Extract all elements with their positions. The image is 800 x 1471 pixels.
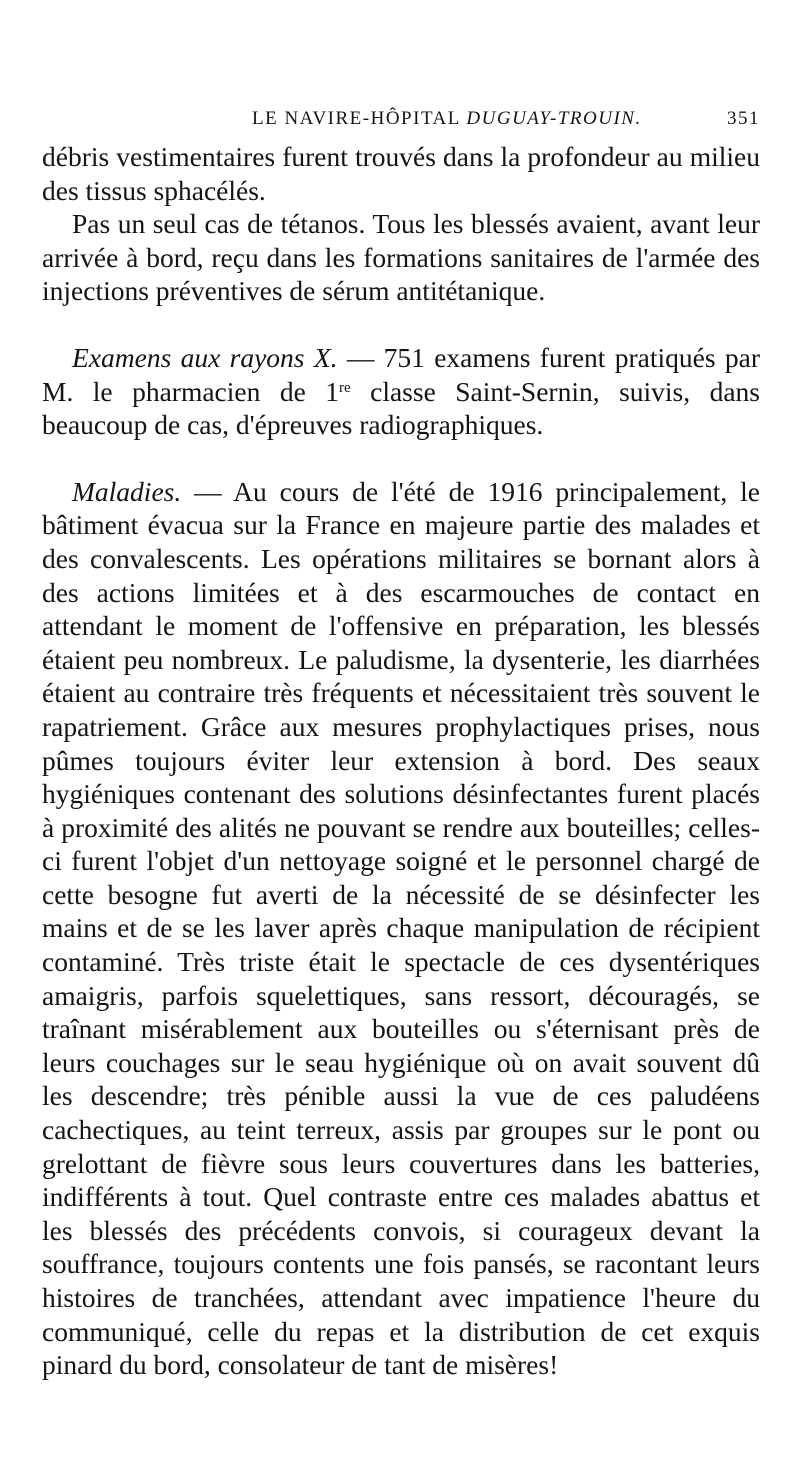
- paragraph-lead-rayons-x: Examens aux rayons X.: [72, 341, 338, 373]
- paragraph-lead-maladies: Maladies.: [72, 475, 182, 507]
- paragraph-maladies-text: — Au cours de l'été de 1916 principalement, le bâtiment évacua sur la France en majeure partie des malades et des convalescents. Les opérations militaires se bornant alors à des actions limitées et à des escarmouches de contact en attendant le moment de l'offensive en préparation, les blessés étaient peu nombreux. Le paludisme, la dysenterie, les diarrhées étaient au contraire très fréquents et nécessitaient très souvent le rapatriement. Grâce aux mesures prophylactiques prises, nous pûmes toujours éviter leur extension à bord. Des seaux hygiéniques contenant des solutions désinfectantes furent placés à proximité des alités ne pouvant se rendre aux bouteilles; celles-ci furent l'objet d'un nettoyage soigné et le personnel chargé de cette besogne fut averti de la nécessité de se désinfecter les mains et de se les laver après chaque manipulation de récipient contaminé. Très triste était le spectacle de ces dysentériques amaigris, parfois squelettiques, sans ressort, découragés, se traînant misérablement aux bouteilles ou s'éternisant près de leurs couchages sur le seau hygiénique où on avait souvent dû les descendre; très pénible aussi la vue de ces paludéens cachectiques, au teint terreux, assis par groupes sur le pont ou grelottant de fièvre sous leurs couvertures dans les batteries, indifférents à tout. Quel contraste entre ces malades abattus et les blessés des précédents convois, si courageux devant la souffrance, toujours contents une fois pansés, se racontant leurs histoires de tranchées, attendant avec impatience l'heure du communiqué, celle du repas et la distribution de cet exquis pinard du bord, consolateur de tant de misères!: [42, 475, 760, 1381]
- running-title-roman: LE NAVIRE-HÔPITAL: [252, 108, 467, 129]
- paragraph-tetanos: Pas un seul cas de tétanos. Tous les blessés avaient, avant leur arrivée à bord, reçu dans les formations sanitaires de l'armée des injections préventives de sérum antitétanique.: [42, 208, 760, 307]
- paragraph-continuation: débris vestimentaires furent trouvés dans la profondeur au milieu des tissus sphacélés.: [42, 141, 760, 206]
- running-title: [252, 108, 642, 130]
- running-title-italic: DUGUAY-TROUIN.: [466, 108, 642, 129]
- paragraph-rayons-x: [42, 341, 760, 442]
- body-text: [42, 140, 760, 1382]
- page-number: 351: [727, 108, 760, 129]
- paragraph-rayons-x-text-2: classe Saint-Sernin, suivis, dans beaucoup de cas, d'épreuves radiographiques.: [42, 375, 760, 441]
- paragraph-rayons-x-text-1: — 751 examens furent pratiqués par M. le pharmacien de 1: [42, 341, 760, 407]
- paragraph-maladies: [42, 475, 760, 1382]
- ordinal-superscript: re: [339, 379, 351, 396]
- running-head: [42, 108, 760, 130]
